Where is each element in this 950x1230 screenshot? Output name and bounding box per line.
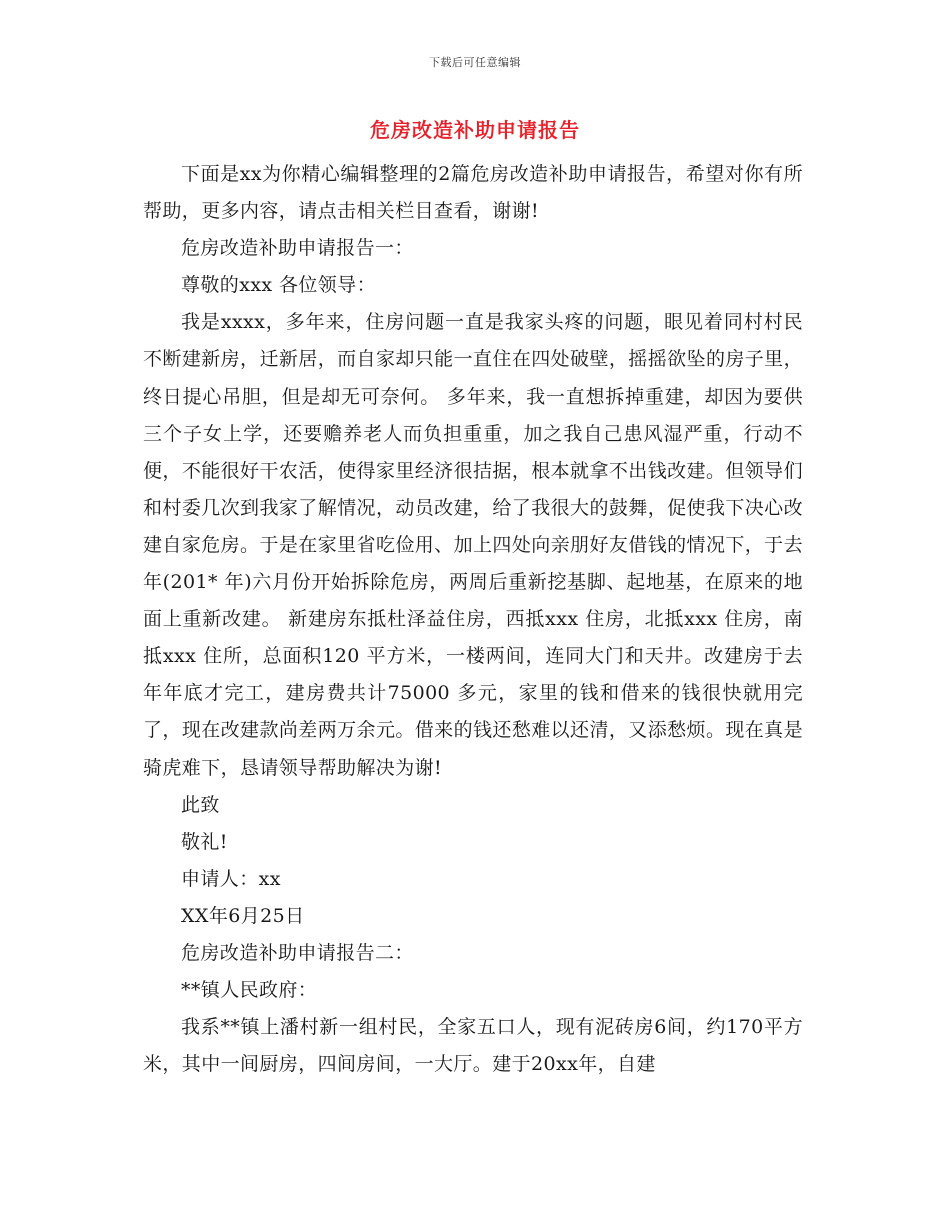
paragraph-report-two-heading: 危房改造补助申请报告二：: [181, 941, 414, 964]
document-title: 危房改造补助申请报告: [370, 118, 580, 142]
paragraph-regards: 敬礼!: [181, 830, 228, 853]
paragraph-report-one-heading: 危房改造补助申请报告一：: [181, 237, 414, 260]
paragraph-addressee: **镇人民政府：: [181, 979, 318, 1002]
header-note: 下载后可任意编辑: [429, 56, 521, 69]
paragraph-date: XX年6月25日: [181, 904, 305, 927]
paragraph-intro: 下面是xx为你精心编辑整理的2篇危房改造补助申请报告，希望对你有所帮助，更多内容，请点击相关栏目查看，谢谢!: [143, 163, 803, 223]
paragraph-salutation: 尊敬的xxx 各位领导：: [181, 274, 376, 297]
document-body: [143, 156, 803, 1083]
paragraph-closing: 此致: [181, 793, 220, 816]
paragraph-main-body: 我是xxxx，多年来，住房问题一直是我家头疼的问题，眼见着同村村民不断建新房，迁新居，而自家却只能一直住在四处破壁，摇摇欲坠的房子里，终日提心吊胆，但是却无可奈何。 多年来，我一直想拆掉重建，却因为要供三个子女上学，还要赡养老人而负担重重，加之我自己患风湿严重，行动不便，不能很好干农活，使得家里经济很拮据，根本就拿不出钱改建。但领导们和村委几次到我家了解情况，动员改建，给了我很大的鼓舞，促使我下决心改建自家危房。于是在家里省吃俭用、加上四处向亲朋好友借钱的情况下，于去年(201* 年)六月份开始拆除危房，两周后重新挖基脚、起地基，在原来的地面上重新改建。 新建房东抵杜泽益住房，西抵xxx 住房，北抵xxx 住房，南抵xxx 住所，总面积120 平方米，一楼两间，连同大门和天井。改建房于去年年底才完工，建房费共计75000 多元，家里的钱和借来的钱很快就用完了，现在改建款尚差两万余元。借来的钱还愁难以还清，又添愁烦。现在真是骑虎难下，恳请领导帮助解决为谢!: [143, 311, 803, 779]
paragraph-applicant: 申请人：xx: [181, 867, 281, 890]
paragraph-report-two-body: 我系**镇上潘村新一组村民，全家五口人，现有泥砖房6间，约170平方米，其中一间厨房，四间房间，一大厅。建于20xx年，自建: [143, 1016, 803, 1076]
